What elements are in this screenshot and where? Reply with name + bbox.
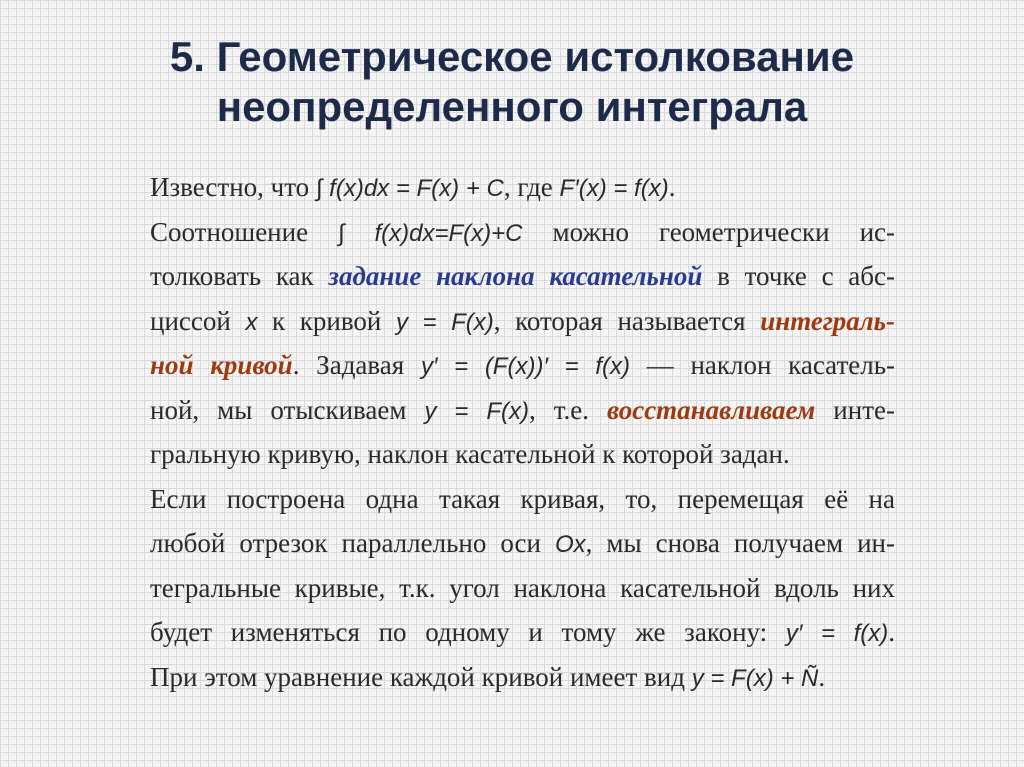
paragraph-line-11	[150, 610, 895, 655]
text: — наклон касатель-	[629, 350, 896, 380]
text: . Задавая	[292, 350, 421, 380]
highlight-term: задание наклона касательной	[328, 261, 703, 291]
text: гральную кривую, наклон касательной к которой задан.	[150, 439, 790, 469]
paragraph-line-8	[150, 477, 895, 522]
paragraph-line-10	[150, 566, 895, 611]
text: в точке с абс-	[702, 261, 896, 291]
text: ной, мы отыскиваем	[150, 394, 425, 425]
formula: Ox	[554, 531, 586, 558]
title-line-1: 5. Геометрическое истолкование	[169, 33, 855, 80]
formula: y = F(x)	[395, 308, 494, 336]
text: инте-	[815, 394, 895, 425]
paragraph-line-9	[150, 521, 895, 566]
highlight-term: интеграль-	[760, 305, 895, 336]
formula: y = F(x) + Ñ	[691, 664, 819, 692]
text: циссой	[150, 305, 246, 336]
title-line-2: неопределенного интеграла	[216, 83, 808, 130]
text: , которая называется	[493, 305, 761, 336]
text: .	[888, 617, 895, 647]
formula: ∫ f(x)dx = F(x) + C	[315, 175, 504, 202]
formula: x	[245, 308, 258, 336]
text: .	[818, 661, 826, 692]
text: , мы снова получаем ин-	[585, 528, 895, 558]
paragraph-line-2	[150, 210, 895, 255]
slide-body	[150, 165, 895, 699]
text: , т.е.	[528, 394, 607, 425]
paragraph-line-1	[150, 165, 895, 210]
paragraph-line-6	[150, 388, 895, 433]
text: тегральные кривые, т.к. угол наклона касательной вдоль них	[150, 572, 895, 603]
text: будет изменяться по одному и тому же закону:	[150, 617, 786, 647]
text: .	[668, 172, 676, 202]
highlight-term: ной кривой	[150, 350, 293, 380]
highlight-term: восстанавливаем	[607, 394, 816, 425]
text: толковать как	[150, 261, 329, 291]
text: к кривой	[257, 305, 396, 336]
formula: y = F(x)	[424, 397, 529, 425]
formula: y′ = (F(x))′ = f(x)	[420, 353, 630, 380]
paragraph-line-7	[150, 432, 895, 477]
text: Если построена одна такая кривая, то, перемещая её на	[150, 483, 895, 514]
formula: y′ = f(x)	[785, 620, 889, 647]
text: При этом уравнение каждой кривой имеет вид	[150, 661, 692, 692]
paragraph-line-12	[150, 655, 895, 700]
formula: F′(x) = f(x)	[559, 175, 669, 202]
text: Соотношение	[150, 216, 339, 247]
slide-title	[0, 32, 1024, 132]
text: можно геометрически ис-	[522, 216, 895, 247]
text: Известно, что	[150, 172, 316, 202]
text: любой отрезок параллельно оси	[150, 528, 555, 558]
paragraph-line-3	[150, 254, 895, 299]
formula: ∫ f(x)dx=F(x)+C	[338, 219, 523, 247]
paragraph-line-5	[150, 343, 895, 388]
text: , где	[503, 172, 560, 202]
paragraph-line-4	[150, 299, 895, 344]
